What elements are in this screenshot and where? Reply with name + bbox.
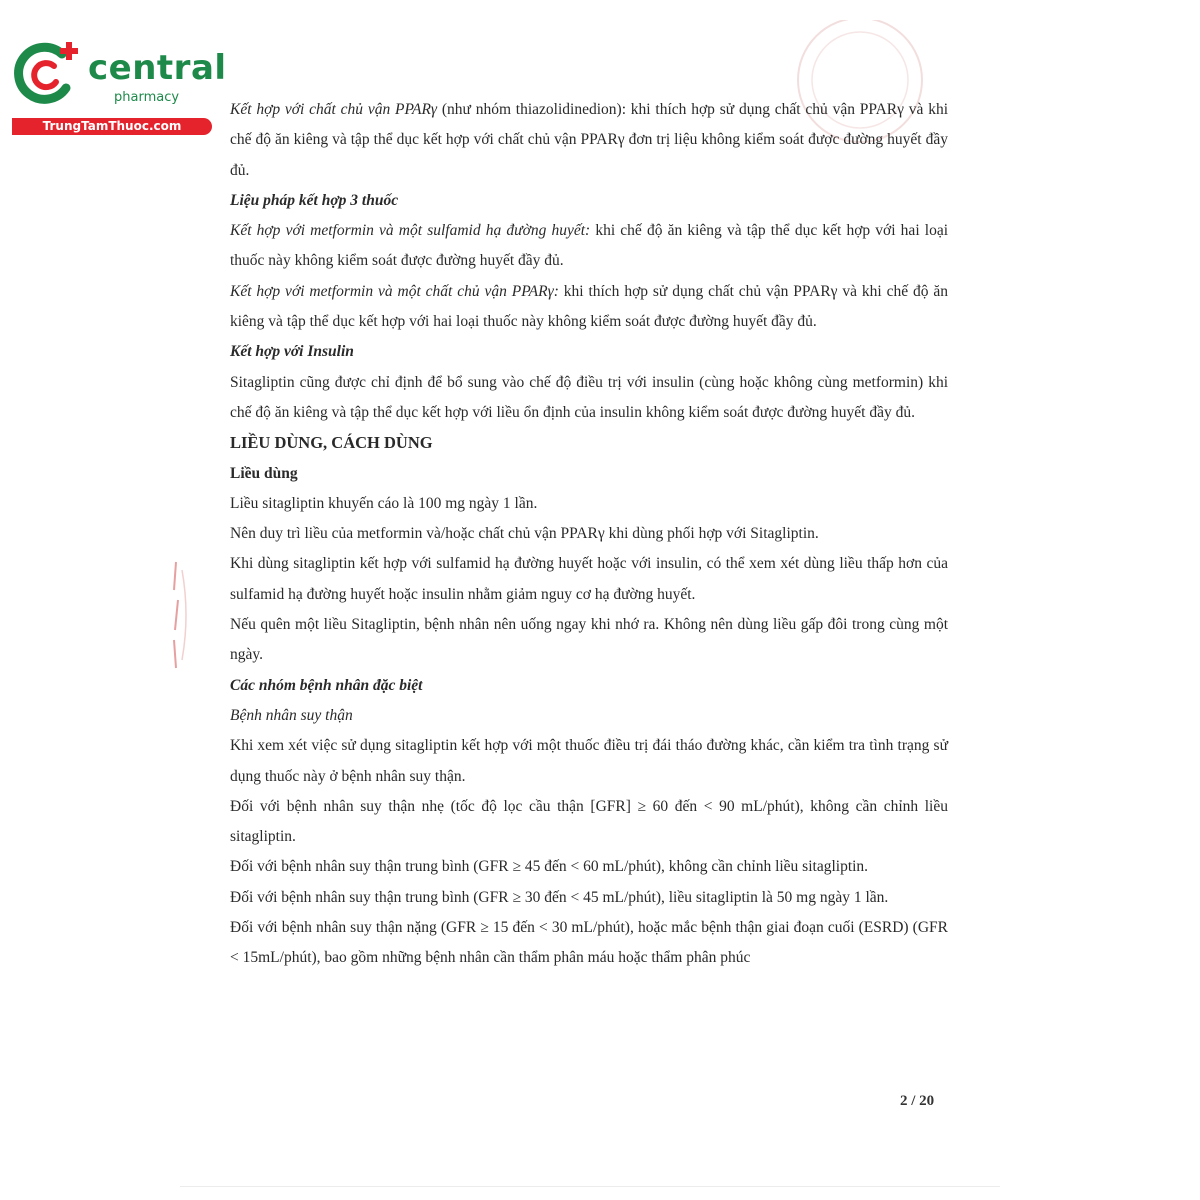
paragraph-lead: Kết hợp với metformin và một sulfamid hạ đường huyết: bbox=[230, 222, 591, 240]
paragraph-renal-moderate-1: Đối với bệnh nhân suy thận trung bình (GFR ≥ 45 đến < 60 mL/phút), không cần chỉnh liều sitagliptin. bbox=[230, 858, 869, 876]
paragraph-renal-moderate-2: Đối với bệnh nhân suy thận trung bình (GFR ≥ 30 đến < 45 mL/phút), liều sitagliptin là 50 mg ngày 1 lần. bbox=[230, 888, 889, 906]
heading-dose: Liều dùng bbox=[230, 464, 298, 482]
logo-subtitle: pharmacy bbox=[114, 90, 180, 105]
central-logo-mark-icon bbox=[10, 38, 82, 110]
side-seal-icon bbox=[160, 560, 200, 670]
paragraph-lead: Kết hợp với metformin và một chất chủ vận PPARγ: bbox=[230, 282, 559, 300]
paragraph-dose-maintain: Nên duy trì liều của metformin và/hoặc chất chủ vận PPARγ khi dùng phối hợp với Sitagliptin. bbox=[230, 525, 819, 543]
logo-name: central bbox=[88, 48, 227, 88]
paragraph-insulin: Sitagliptin cũng được chỉ định để bổ sung vào chế độ điều trị với insulin (cùng hoặc không cùng metformin) khi chế độ ăn kiêng và tập thể dục kết hợp với liều ổn định của insulin không kiểm soát được đường huyết đầy đủ. bbox=[230, 373, 948, 421]
paragraph-text: khi chế độ ăn kiêng và tập thể dục kết hợp với hai loại thuốc này không kiểm soát được đường huyết đầy đủ. bbox=[230, 222, 949, 270]
paragraph-renal-severe: Đối với bệnh nhân suy thận nặng (GFR ≥ 15 đến < 30 mL/phút), hoặc mắc bệnh thận giai đoạn cuối (ESRD) (GFR < 15mL/phút), bao gồm những bệnh nhân cần thẩm phân máu hoặc thẩm phân phúc bbox=[230, 919, 948, 967]
heading-triple-therapy: Liệu pháp kết hợp 3 thuốc bbox=[230, 191, 399, 209]
heading-renal: Bệnh nhân suy thận bbox=[230, 706, 353, 724]
heading-dosage: LIỀU DÙNG, CÁCH DÙNG bbox=[230, 433, 433, 453]
central-pharmacy-logo bbox=[10, 38, 227, 138]
paragraph-dose-lower: Khi dùng sitagliptin kết hợp với sulfamid hạ đường huyết hoặc với insulin, có thể xem xét dùng liều thấp hơn của sulfamid hạ đường huyết hoặc insulin nhằm giảm nguy cơ hạ đường huyết. bbox=[230, 555, 948, 603]
paragraph-metformin-sulfamid bbox=[230, 216, 948, 277]
paragraph-renal-mild: Đối với bệnh nhân suy thận nhẹ (tốc độ lọc cầu thận [GFR] ≥ 60 đến < 90 mL/phút), không cần chỉnh liều sitagliptin. bbox=[230, 797, 948, 846]
page-bottom-edge bbox=[180, 1186, 1000, 1187]
page-number: 2 / 20 bbox=[900, 1093, 935, 1109]
paragraph-text: (như nhóm thiazolidinedion): khi thích hợp sử dụng chất chủ vận PPARγ và khi chế độ ăn kiêng và tập thể dục kết hợp với chất chủ vận PPARγ đơn trị liệu không kiểm soát được đường huyết đầy đủ. bbox=[230, 101, 948, 179]
paragraph-metformin-pparg bbox=[230, 277, 948, 338]
paragraph-missed-dose: Nếu quên một liều Sitagliptin, bệnh nhân nên uống ngay khi nhớ ra. Không nên dùng liều gấp đôi trong cùng một ngày. bbox=[230, 616, 948, 664]
heading-special-groups: Các nhóm bệnh nhân đặc biệt bbox=[230, 676, 423, 694]
paragraph-dose-recommended: Liều sitagliptin khuyến cáo là 100 mg ngày 1 lần. bbox=[230, 494, 538, 512]
document-body bbox=[230, 95, 948, 974]
heading-insulin: Kết hợp với Insulin bbox=[230, 343, 354, 361]
paragraph-renal-check: Khi xem xét việc sử dụng sitagliptin kết hợp với một thuốc điều trị đái tháo đường khác, cần kiểm tra tình trạng sử dụng thuốc này ở bệnh nhân suy thận. bbox=[230, 737, 948, 785]
logo-site-banner: TrungTamThuoc.com bbox=[12, 118, 212, 135]
paragraph-lead: Kết hợp với chất chủ vận PPARγ bbox=[230, 101, 438, 118]
paragraph-text: khi thích hợp sử dụng chất chủ vận PPARγ và khi chế độ ăn kiêng và tập thể dục kết hợp với hai loại thuốc này không kiểm soát được đường huyết đầy đủ. bbox=[230, 282, 948, 331]
paragraph-pparg bbox=[230, 95, 948, 186]
